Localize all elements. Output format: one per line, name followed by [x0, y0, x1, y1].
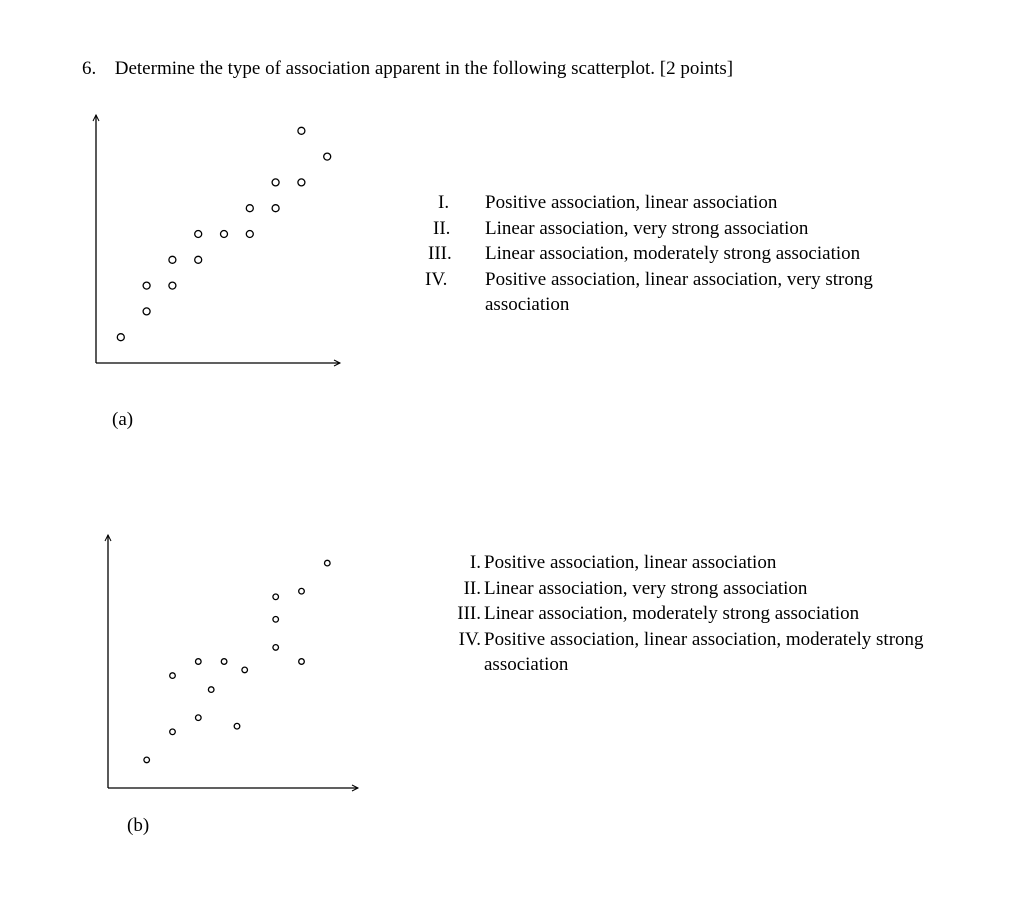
data-point — [298, 127, 305, 134]
data-point — [170, 673, 176, 679]
option-numeral: II. — [463, 577, 481, 599]
data-point — [170, 729, 176, 735]
data-point — [144, 757, 150, 763]
option-a-2 — [425, 216, 945, 242]
option-numeral: III. — [457, 603, 481, 624]
data-point — [195, 256, 202, 263]
option-text: Positive association, linear association — [485, 192, 778, 213]
scatterplot-a — [85, 110, 350, 375]
data-point — [324, 153, 331, 160]
options-list-b — [441, 550, 1001, 675]
data-point — [246, 231, 253, 238]
data-point — [273, 617, 279, 623]
data-point — [246, 205, 253, 212]
axes — [105, 535, 358, 791]
option-numeral: II. — [433, 217, 451, 239]
data-point — [196, 715, 202, 721]
data-point — [299, 588, 305, 594]
option-a-3 — [425, 241, 945, 267]
data-point — [325, 560, 331, 566]
data-point — [221, 659, 227, 665]
option-text: Linear association, very strong association — [485, 217, 809, 239]
scatterplot-b — [95, 530, 365, 795]
data-point — [234, 723, 240, 729]
axes — [93, 115, 340, 366]
option-b-2 — [441, 576, 1001, 602]
data-point — [196, 659, 202, 665]
scatterplot-b-svg — [95, 530, 365, 795]
data-point — [221, 231, 228, 238]
option-numeral: IV. — [458, 628, 481, 650]
option-text: Linear association, very strong association — [484, 577, 808, 599]
data-point — [273, 594, 279, 600]
option-numeral: III. — [428, 243, 452, 264]
option-numeral: I. — [469, 552, 481, 573]
data-point — [117, 334, 124, 341]
caption-b: (b) — [127, 815, 150, 836]
option-numeral: IV. — [425, 268, 448, 290]
scatterplot-a-svg — [85, 110, 350, 375]
question-number: 6. — [82, 58, 97, 79]
option-b-4 — [441, 627, 1001, 675]
option-text: Positive association, linear association — [484, 552, 777, 573]
data-point — [169, 256, 176, 263]
option-text: Positive association, linear association, very strong — [485, 268, 873, 290]
data-point — [195, 231, 202, 238]
option-text: Linear association, moderately strong association — [484, 603, 860, 624]
caption-a: (a) — [112, 409, 134, 430]
data-point — [272, 179, 279, 186]
option-a-1 — [425, 190, 945, 216]
option-numeral: I. — [438, 192, 450, 213]
data-point — [298, 179, 305, 186]
data-point — [143, 282, 150, 289]
option-text: Linear association, moderately strong association — [485, 243, 861, 264]
option-text-continued: association — [484, 654, 569, 675]
question-text: Determine the type of association apparent in the following scatterplot. [2 points] — [114, 58, 734, 79]
data-point — [208, 687, 214, 693]
data-point — [299, 659, 305, 665]
option-b-1 — [441, 550, 1001, 576]
option-b-3 — [441, 601, 1001, 627]
question-title — [82, 58, 733, 80]
data-point — [273, 645, 279, 651]
option-text: Positive association, linear association, moderately strong — [484, 628, 924, 650]
data-point — [272, 205, 279, 212]
data-point — [242, 667, 248, 673]
options-list-a — [425, 190, 945, 315]
data-point — [143, 308, 150, 315]
data-point — [169, 282, 176, 289]
option-a-4 — [425, 267, 945, 315]
option-text-continued: association — [485, 294, 570, 315]
